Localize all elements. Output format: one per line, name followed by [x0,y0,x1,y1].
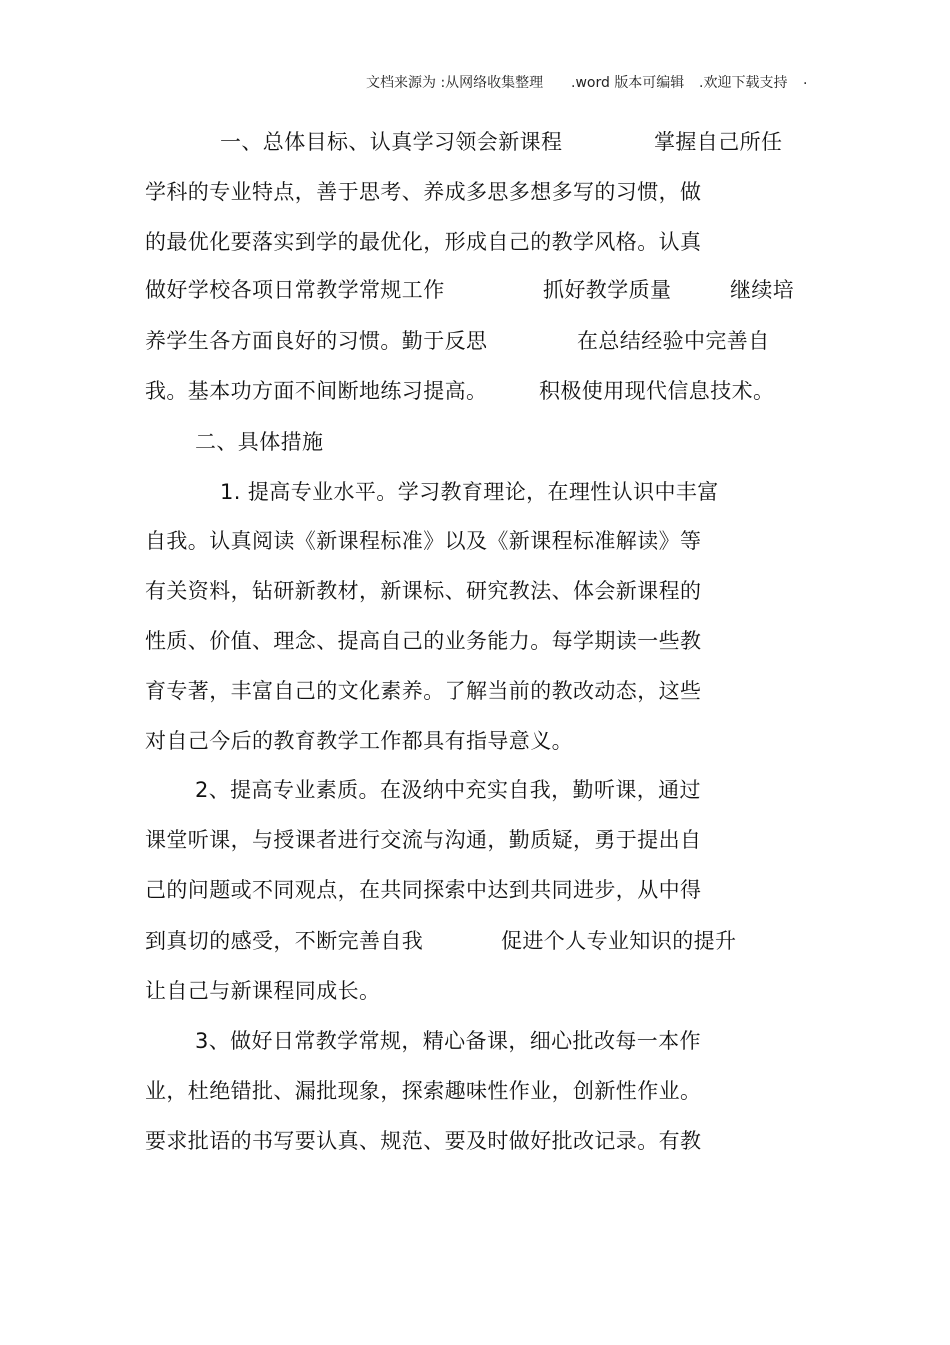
line-segment: 掌握自己所任 [654,130,783,154]
line-segment: 做好学校各项日常教学常规工作 [145,278,445,302]
line-segment: 业，杜绝错批、漏批现象，探索趣味性作业，创新性作业。 [145,1079,702,1103]
line-segment: 继续培 [730,278,795,302]
line-segment: 在总结经验中完善自 [577,329,770,353]
line-segment: 自我。认真阅读《新课程标准》以及《新课程标准解读》等 [145,529,702,553]
header-period: . [803,72,808,88]
line-segment: 我。基本功方面不间断地练习提高。 [145,379,488,403]
line-segment: 要求批语的书写要认真、规范、要及时做好批改记录。有教 [145,1129,702,1153]
line-segment: 3、做好日常教学常规，精心备课，细心批改每一本作 [195,1029,701,1053]
line-segment: 到真切的感受，不断完善自我 [145,929,424,953]
line-segment: 促进个人专业知识的提升 [501,929,737,953]
line-segment: 的最优化要落实到学的最优化，形成自己的教学风格。认真 [145,230,702,254]
line-segment: 二、具体措施 [195,430,324,454]
line-segment: 养学生各方面良好的习惯。勤于反思 [145,329,488,353]
line-segment: 积极使用现代信息技术。 [539,379,775,403]
line-segment: 育专著，丰富自己的文化素养。了解当前的教改动态，这些 [145,679,702,703]
header-word-editable-text: .word 版本可编辑 [571,75,685,91]
line-segment: 有关资料，钻研新教材，新课标、研究教法、体会新课程的 [145,579,702,603]
line-segment: 一、总体目标、认真学习领会新课程 [220,130,563,154]
line-segment: 性质、价值、理念、提高自己的业务能力。每学期读一些教 [145,629,702,653]
header-source-text: 文档来源为 :从网络收集整理 [366,75,544,91]
line-segment: 2、提高专业素质。在汲纳中充实自我，勤听课，通过 [195,778,701,802]
line-segment: 己的问题或不同观点，在共同探索中达到共同进步，从中得 [145,878,702,902]
header-download-text: .欢迎下载支持 [699,75,788,91]
line-segment: 抓好教学质量 [543,278,672,302]
line-segment: 让自己与新课程同成长。 [145,979,381,1003]
line-segment: 学科的专业特点，善于思考、养成多思多想多写的习惯，做 [145,180,702,204]
line-segment: 课堂听课，与授课者进行交流与沟通，勤质疑，勇于提出自 [145,828,702,852]
line-segment: 1. 提高专业水平。学习教育理论，在理性认识中丰富 [220,480,719,504]
line-segment: 对自己今后的教育教学工作都具有指导意义。 [145,729,573,753]
